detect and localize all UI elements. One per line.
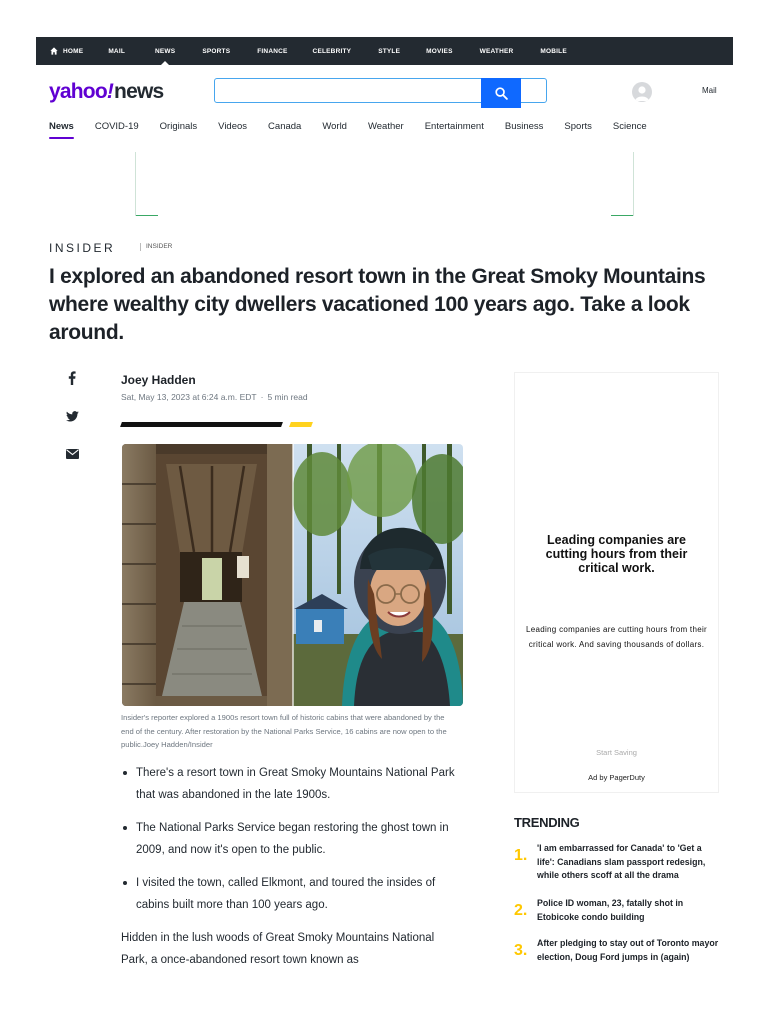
- trending-rank: 1.: [514, 847, 528, 864]
- banner-ad-slot: [135, 152, 634, 216]
- share-email-button[interactable]: [64, 446, 80, 462]
- trending-item[interactable]: [514, 842, 719, 883]
- article-body-paragraph: Hidden in the lush woods of Great Smoky Mountains National Park, a once-abandoned resort town known as: [121, 932, 435, 966]
- subnav-covid[interactable]: COVID-19: [94, 121, 139, 132]
- topnav-celebrity[interactable]: CELEBRITY: [312, 47, 352, 55]
- subnav-sports[interactable]: Sports: [564, 121, 592, 132]
- subnav-business[interactable]: Business: [504, 121, 544, 132]
- user-avatar[interactable]: [632, 82, 652, 102]
- sidebar-ad[interactable]: [514, 372, 719, 793]
- email-icon: [66, 449, 79, 459]
- subnav-videos[interactable]: Videos: [218, 121, 248, 132]
- sidebar-ad-title: Leading companies are cutting hours from their critical work.: [545, 533, 688, 575]
- author-name[interactable]: Joey Hadden: [121, 373, 196, 387]
- article-hero-image[interactable]: [122, 444, 463, 706]
- summary-bullets: [121, 762, 466, 927]
- share-facebook-button[interactable]: [64, 370, 80, 386]
- mail-link[interactable]: Mail: [702, 86, 717, 95]
- top-navigation-bar: [36, 37, 733, 65]
- topnav-style[interactable]: STYLE: [378, 47, 401, 55]
- share-twitter-button[interactable]: [64, 408, 80, 424]
- topnav-movies[interactable]: MOVIES: [426, 47, 453, 55]
- trending-heading: TRENDING: [514, 815, 580, 830]
- trending-headline[interactable]: Police ID woman, 23, fatally shot in Etobicoke condo building: [537, 898, 684, 922]
- trending-headline[interactable]: 'I am embarrassed for Canada' to 'Get a life': Canadians slam passport redesign, while others scoff at all the drama: [537, 843, 706, 880]
- trending-item[interactable]: [514, 897, 719, 924]
- search-icon: [495, 87, 508, 100]
- subnav-originals[interactable]: Originals: [159, 121, 198, 132]
- topnav-finance[interactable]: FINANCE: [257, 47, 288, 55]
- topnav-sports[interactable]: SPORTS: [202, 47, 231, 55]
- topnav-home-label: HOME: [63, 47, 84, 55]
- topnav-mobile[interactable]: MOBILE: [540, 47, 567, 55]
- subnav-entertainment[interactable]: Entertainment: [424, 121, 484, 132]
- divider-yellow: [289, 422, 313, 427]
- subnav-weather[interactable]: Weather: [367, 121, 404, 132]
- publisher-logo[interactable]: INSIDER: [49, 241, 116, 255]
- read-time: 5 min read: [267, 392, 308, 402]
- subnav-canada[interactable]: Canada: [268, 121, 302, 132]
- facebook-icon: [68, 371, 76, 385]
- subnav-science[interactable]: Science: [612, 121, 647, 132]
- summary-bullet: I visited the town, called Elkmont, and toured the insides of cabins built more than 100 years ago.: [121, 872, 466, 916]
- publish-date: Sat, May 13, 2023 at 6:24 a.m. EDT: [121, 392, 257, 402]
- topnav-mail[interactable]: MAIL: [108, 47, 125, 55]
- cabin-and-selfie-photo: [122, 444, 463, 706]
- topnav-weather[interactable]: WEATHER: [479, 47, 514, 55]
- logo-bang-text: !: [106, 80, 114, 103]
- topnav-home[interactable]: [50, 37, 83, 65]
- subnav-world[interactable]: World: [322, 121, 347, 132]
- image-caption: Insider's reporter explored a 1900s resort town full of historic cabins that were abandoned by the end of the century. After restoration by the National Parks Service, 16 cabins are now open to the public.Joey Hadden/Insider: [121, 713, 447, 749]
- yahoo-news-logo[interactable]: [49, 80, 163, 104]
- logo-yahoo-text: yahoo: [49, 80, 107, 103]
- subnav-news[interactable]: News: [49, 121, 74, 136]
- divider-black: [120, 422, 283, 427]
- publisher-tag[interactable]: INSIDER: [146, 243, 173, 250]
- search-button[interactable]: [481, 78, 521, 108]
- twitter-icon: [66, 411, 79, 422]
- category-navigation: [49, 121, 668, 136]
- sidebar-ad-attribution: Ad by PagerDuty: [588, 773, 645, 782]
- topnav-news[interactable]: NEWS: [155, 37, 175, 65]
- publisher-divider: [140, 243, 141, 251]
- trending-headline[interactable]: After pledging to stay out of Toronto mayor election, Doug Ford jumps in (again): [537, 938, 719, 962]
- article-headline: I explored an abandoned resort town in the Great Smoky Mountains where wealthy city dwellers vacationed 100 years ago. Take a look around.: [49, 265, 706, 344]
- summary-bullet: The National Parks Service began restoring the ghost town in 2009, and now it's open to the public.: [121, 817, 466, 861]
- trending-rank: 3.: [514, 942, 528, 959]
- home-icon: [50, 47, 58, 55]
- article-dateline: Sat, May 13, 2023 at 6:24 a.m. EDT · 5 min read: [121, 392, 308, 402]
- logo-news-text: news: [114, 80, 164, 103]
- summary-bullet: There's a resort town in Great Smoky Mountains National Park that was abandoned in the late 1900s.: [121, 762, 466, 806]
- sidebar-ad-body: Leading companies are cutting hours from their critical work. And saving thousands of dollars.: [525, 625, 707, 649]
- profile-icon: [632, 82, 652, 102]
- trending-rank: 2.: [514, 902, 528, 919]
- sidebar-ad-cta[interactable]: Start Saving: [596, 748, 637, 757]
- trending-item[interactable]: [514, 937, 719, 964]
